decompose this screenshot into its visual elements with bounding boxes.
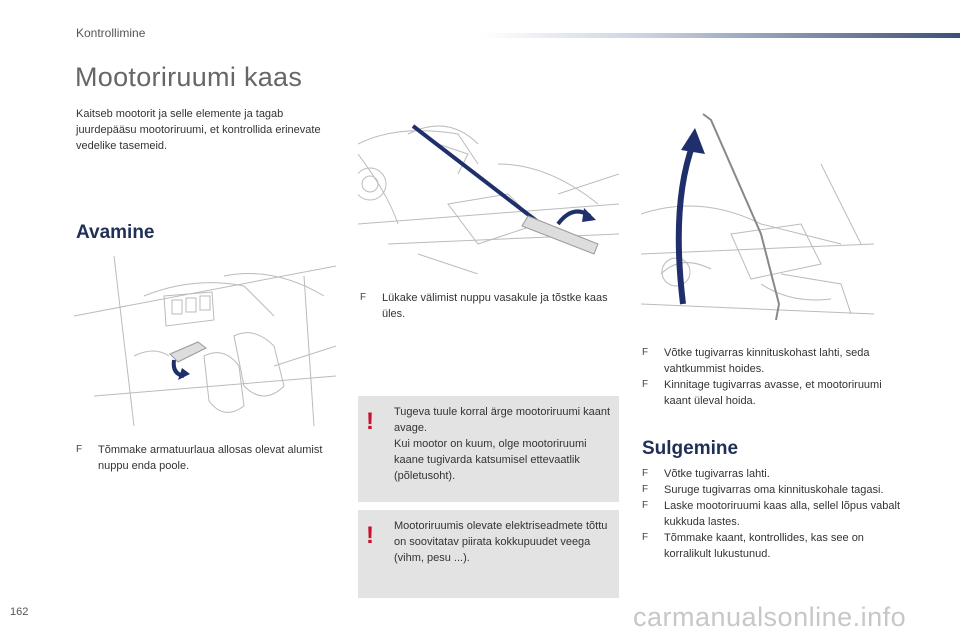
step-2-text: Lükake välimist nuppu vasakule ja tõstke kaas üles. [382,292,608,320]
page-number: 162 [10,606,29,618]
step-2 [360,290,615,322]
list-item [642,482,902,498]
figure-bonnet-stay [641,104,874,334]
bullet-mark: F [642,532,649,543]
figure-outer-latch [358,104,619,274]
warning-line-1: Tugeva tuule korral ärge mootoriruumi kaant avage. [394,406,611,434]
warning-text [394,404,612,484]
bullet-mark: F [642,484,649,495]
bullet-mark: F [642,500,649,511]
warning-icon: ! [366,408,374,435]
step-4 [642,377,902,409]
bullet-mark: F [642,347,649,358]
figure-release-lever [74,256,336,428]
list-item [642,498,902,530]
watermark: carmanualsonline.info [633,602,907,632]
list-item [642,466,902,482]
closing-step-text: Laske mootoriruumi kaas alla, sellel lõpus vabalt kukkuda lastes. [664,500,901,528]
step-1-text: Tõmmake armatuurlaua allosas olevat alumist nuppu enda poole. [98,444,323,472]
page-title: Mootoriruumi kaas [75,62,303,92]
closing-steps [642,466,902,562]
step-3 [642,345,902,377]
warning-icon: ! [366,522,374,549]
steps-3-4 [642,345,902,409]
warning-box-wind-heat [358,396,619,502]
bullet-mark: F [76,444,83,455]
warning-line-2: Kui mootor on kuum, olge mootoriruumi kaane tugivarda katsumisel ettevaatlik (põletusoht). [394,438,587,482]
heading-opening: Avamine [76,222,155,243]
closing-step-text: Võtke tugivarras lahti. [664,468,770,480]
bullet-mark: F [360,292,367,303]
warning-text-electrical: Mootoriruumis olevate elektriseadmete tõttu on soovitatav piirata kokkupuudet veega (vihm, pesu ...). [394,520,608,564]
closing-step-text: Tõmmake kaant, kontrollides, kas see on korralikult lukustunud. [664,532,864,560]
warning-box-electrical [358,510,619,598]
closing-step-text: Suruge tugivarras oma kinnituskohale tagasi. [664,484,884,496]
step-3-text: Võtke tugivarras kinnituskohast lahti, seda vahtkummist hoides. [664,347,870,375]
section-label: Kontrollimine [76,26,146,40]
heading-closing: Sulgemine [642,438,739,459]
step-1 [76,442,326,474]
step-4-text: Kinnitage tugivarras avasse, et mootoriruumi kaant üleval hoida. [664,379,882,407]
list-item [642,530,902,562]
bullet-mark: F [642,379,649,390]
intro-text: Kaitseb mootorit ja selle elemente ja tagab juurdepääsu mootoriruumi, et kontrollida erinevate vedelike tasemeid. [76,108,321,152]
bullet-mark: F [642,468,649,479]
header-bar [480,33,960,38]
